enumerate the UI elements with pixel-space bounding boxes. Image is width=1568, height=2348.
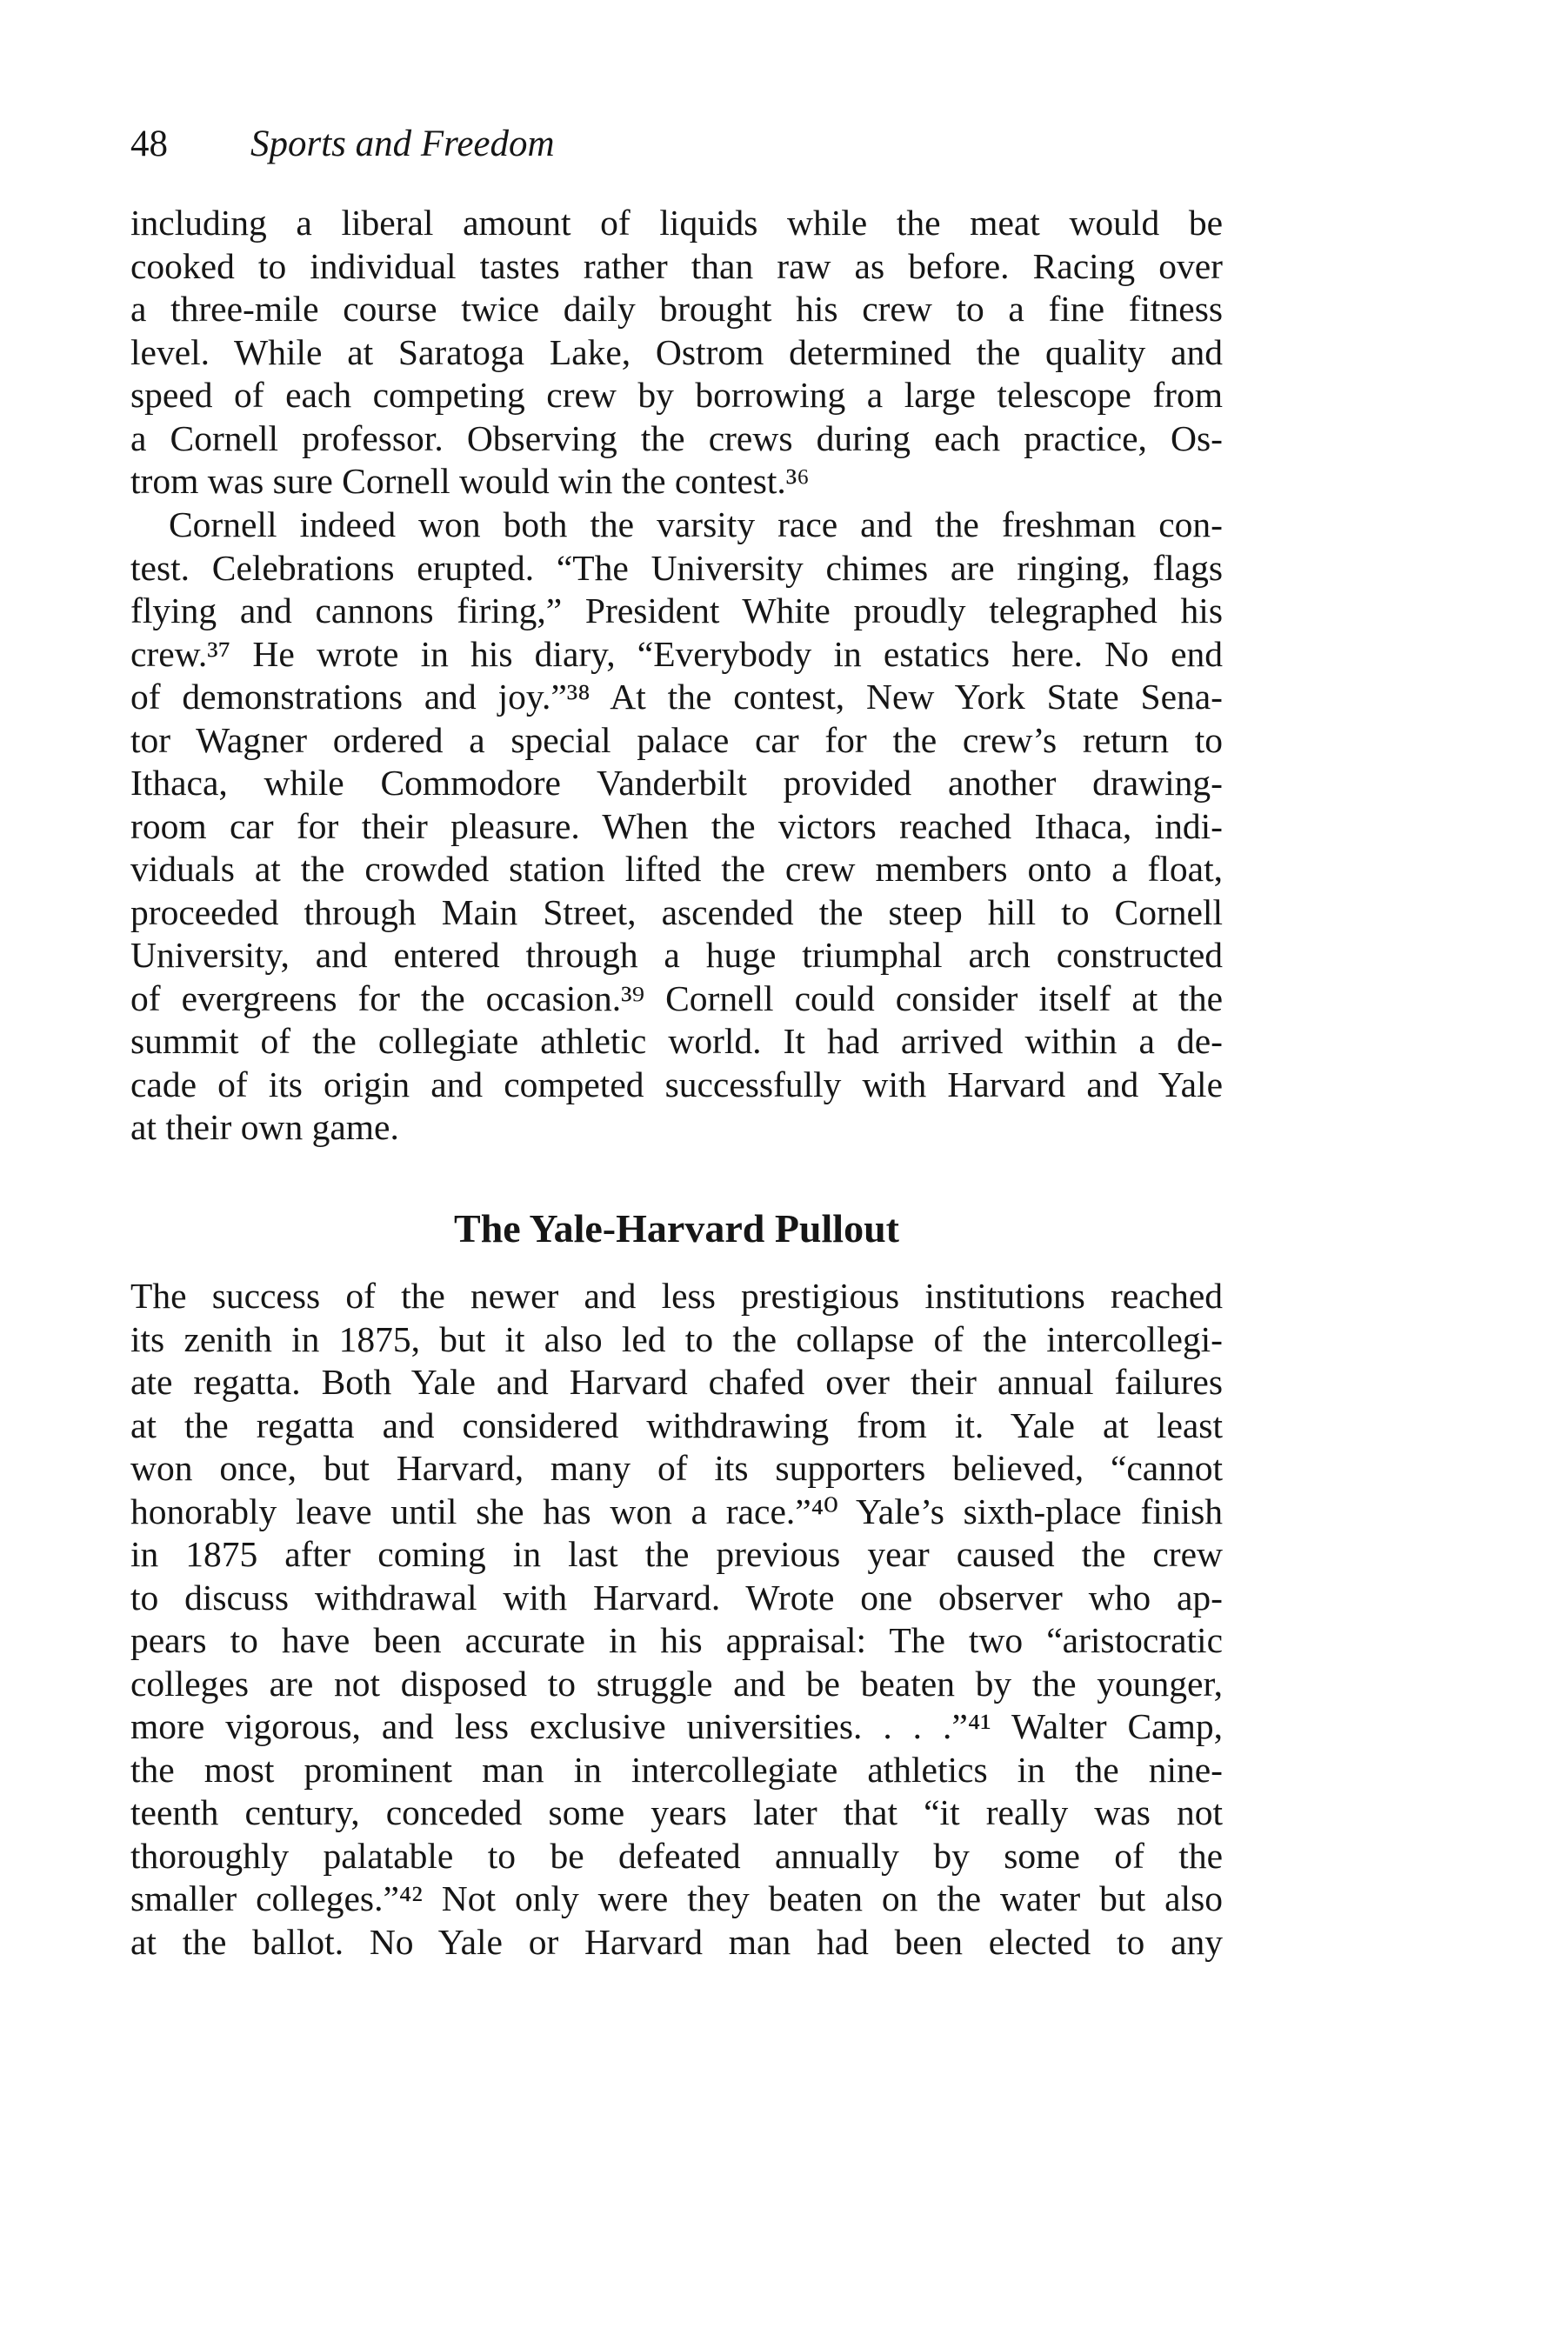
text-line: The success of the newer and less prestigious institutions reached: [130, 1276, 1223, 1316]
text-line: at the ballot. No Yale or Harvard man had been elected to any: [130, 1921, 1223, 1962]
text-line: a three-mile course twice daily brought his crew to a fine fitness: [130, 289, 1223, 329]
text-line: smaller colleges.”⁴² Not only were they beaten on the water but also: [130, 1878, 1223, 1918]
text-line: University, and entered through a huge triumphal arch constructed: [130, 935, 1223, 975]
text-line: thoroughly palatable to be defeated annually by some of the: [130, 1835, 1223, 1876]
text-line: ate regatta. Both Yale and Harvard chafed over their annual failures: [130, 1362, 1223, 1402]
running-head: [130, 122, 555, 167]
text-line: colleges are not disposed to struggle and be beaten by the younger,: [130, 1663, 1223, 1704]
text-line: speed of each competing crew by borrowing a large telescope from: [130, 375, 1223, 415]
paragraph-3: [130, 1275, 1223, 1964]
text-line: trom was sure Cornell would win the contest.³⁶: [130, 461, 810, 501]
text-line: cade of its origin and competed successfully with Harvard and Yale: [130, 1064, 1223, 1104]
paragraph-2: [130, 504, 1223, 1150]
text-line: tor Wagner ordered a special palace car for the crew’s return to: [130, 719, 1223, 760]
section-heading: The Yale-Harvard Pullout: [454, 1206, 899, 1251]
text-line: of evergreens for the occasion.³⁹ Cornell could consider itself at the: [130, 977, 1223, 1018]
text-line: Ithaca, while Commodore Vanderbilt provided another drawing-: [130, 763, 1223, 803]
text-line: a Cornell professor. Observing the crews during each practice, Os-: [130, 417, 1223, 458]
text-line: proceeded through Main Street, ascended the steep hill to Cornell: [130, 891, 1223, 932]
text-line: crew.³⁷ He wrote in his diary, “Everybody in estatics here. No end: [130, 633, 1223, 674]
text-line: test. Celebrations erupted. “The University chimes are ringing, flags: [130, 547, 1223, 588]
text-line: including a liberal amount of liquids while the meat would be: [130, 203, 1223, 243]
text-line: viduals at the crowded station lifted the crew members onto a float,: [130, 849, 1223, 889]
text-line: at the regatta and considered withdrawing from it. Yale at least: [130, 1404, 1223, 1445]
page-number: 48: [130, 123, 168, 164]
text-line: level. While at Saratoga Lake, Ostrom determined the quality and: [130, 331, 1223, 372]
text-line: its zenith in 1875, but it also led to the collapse of the intercollegi-: [130, 1318, 1223, 1359]
text-line: teenth century, conceded some years later that “it really was not: [130, 1792, 1223, 1832]
text-line: the most prominent man in intercollegiate athletics in the nine-: [130, 1749, 1223, 1790]
text-line: Cornell indeed won both the varsity race and the freshman con-: [169, 504, 1223, 544]
text-line: room car for their pleasure. When the victors reached Ithaca, indi-: [130, 805, 1223, 846]
text-line: cooked to individual tastes rather than raw as before. Racing over: [130, 245, 1223, 286]
text-line: pears to have been accurate in his appraisal: The two “aristocratic: [130, 1620, 1223, 1660]
text-line: summit of the collegiate athletic world. It had arrived within a de-: [130, 1021, 1223, 1061]
text-line: at their own game.: [130, 1107, 399, 1147]
text-line: in 1875 after coming in last the previous year caused the crew: [130, 1534, 1223, 1574]
paragraph-1: [130, 202, 1223, 504]
text-line: honorably leave until she has won a race.”⁴⁰ Yale’s sixth-place finish: [130, 1491, 1223, 1531]
book-title: Sports and Freedom: [250, 123, 555, 164]
text-line: won once, but Harvard, many of its supporters believed, “cannot: [130, 1448, 1223, 1488]
text-line: to discuss withdrawal with Harvard. Wrote one observer who ap-: [130, 1577, 1223, 1618]
text-line: flying and cannons firing,” President White proudly telegraphed his: [130, 590, 1223, 630]
text-line: more vigorous, and less exclusive universities. . . .”⁴¹ Walter Camp,: [130, 1706, 1223, 1746]
text-line: of demonstrations and joy.”³⁸ At the contest, New York State Sena-: [130, 677, 1223, 717]
